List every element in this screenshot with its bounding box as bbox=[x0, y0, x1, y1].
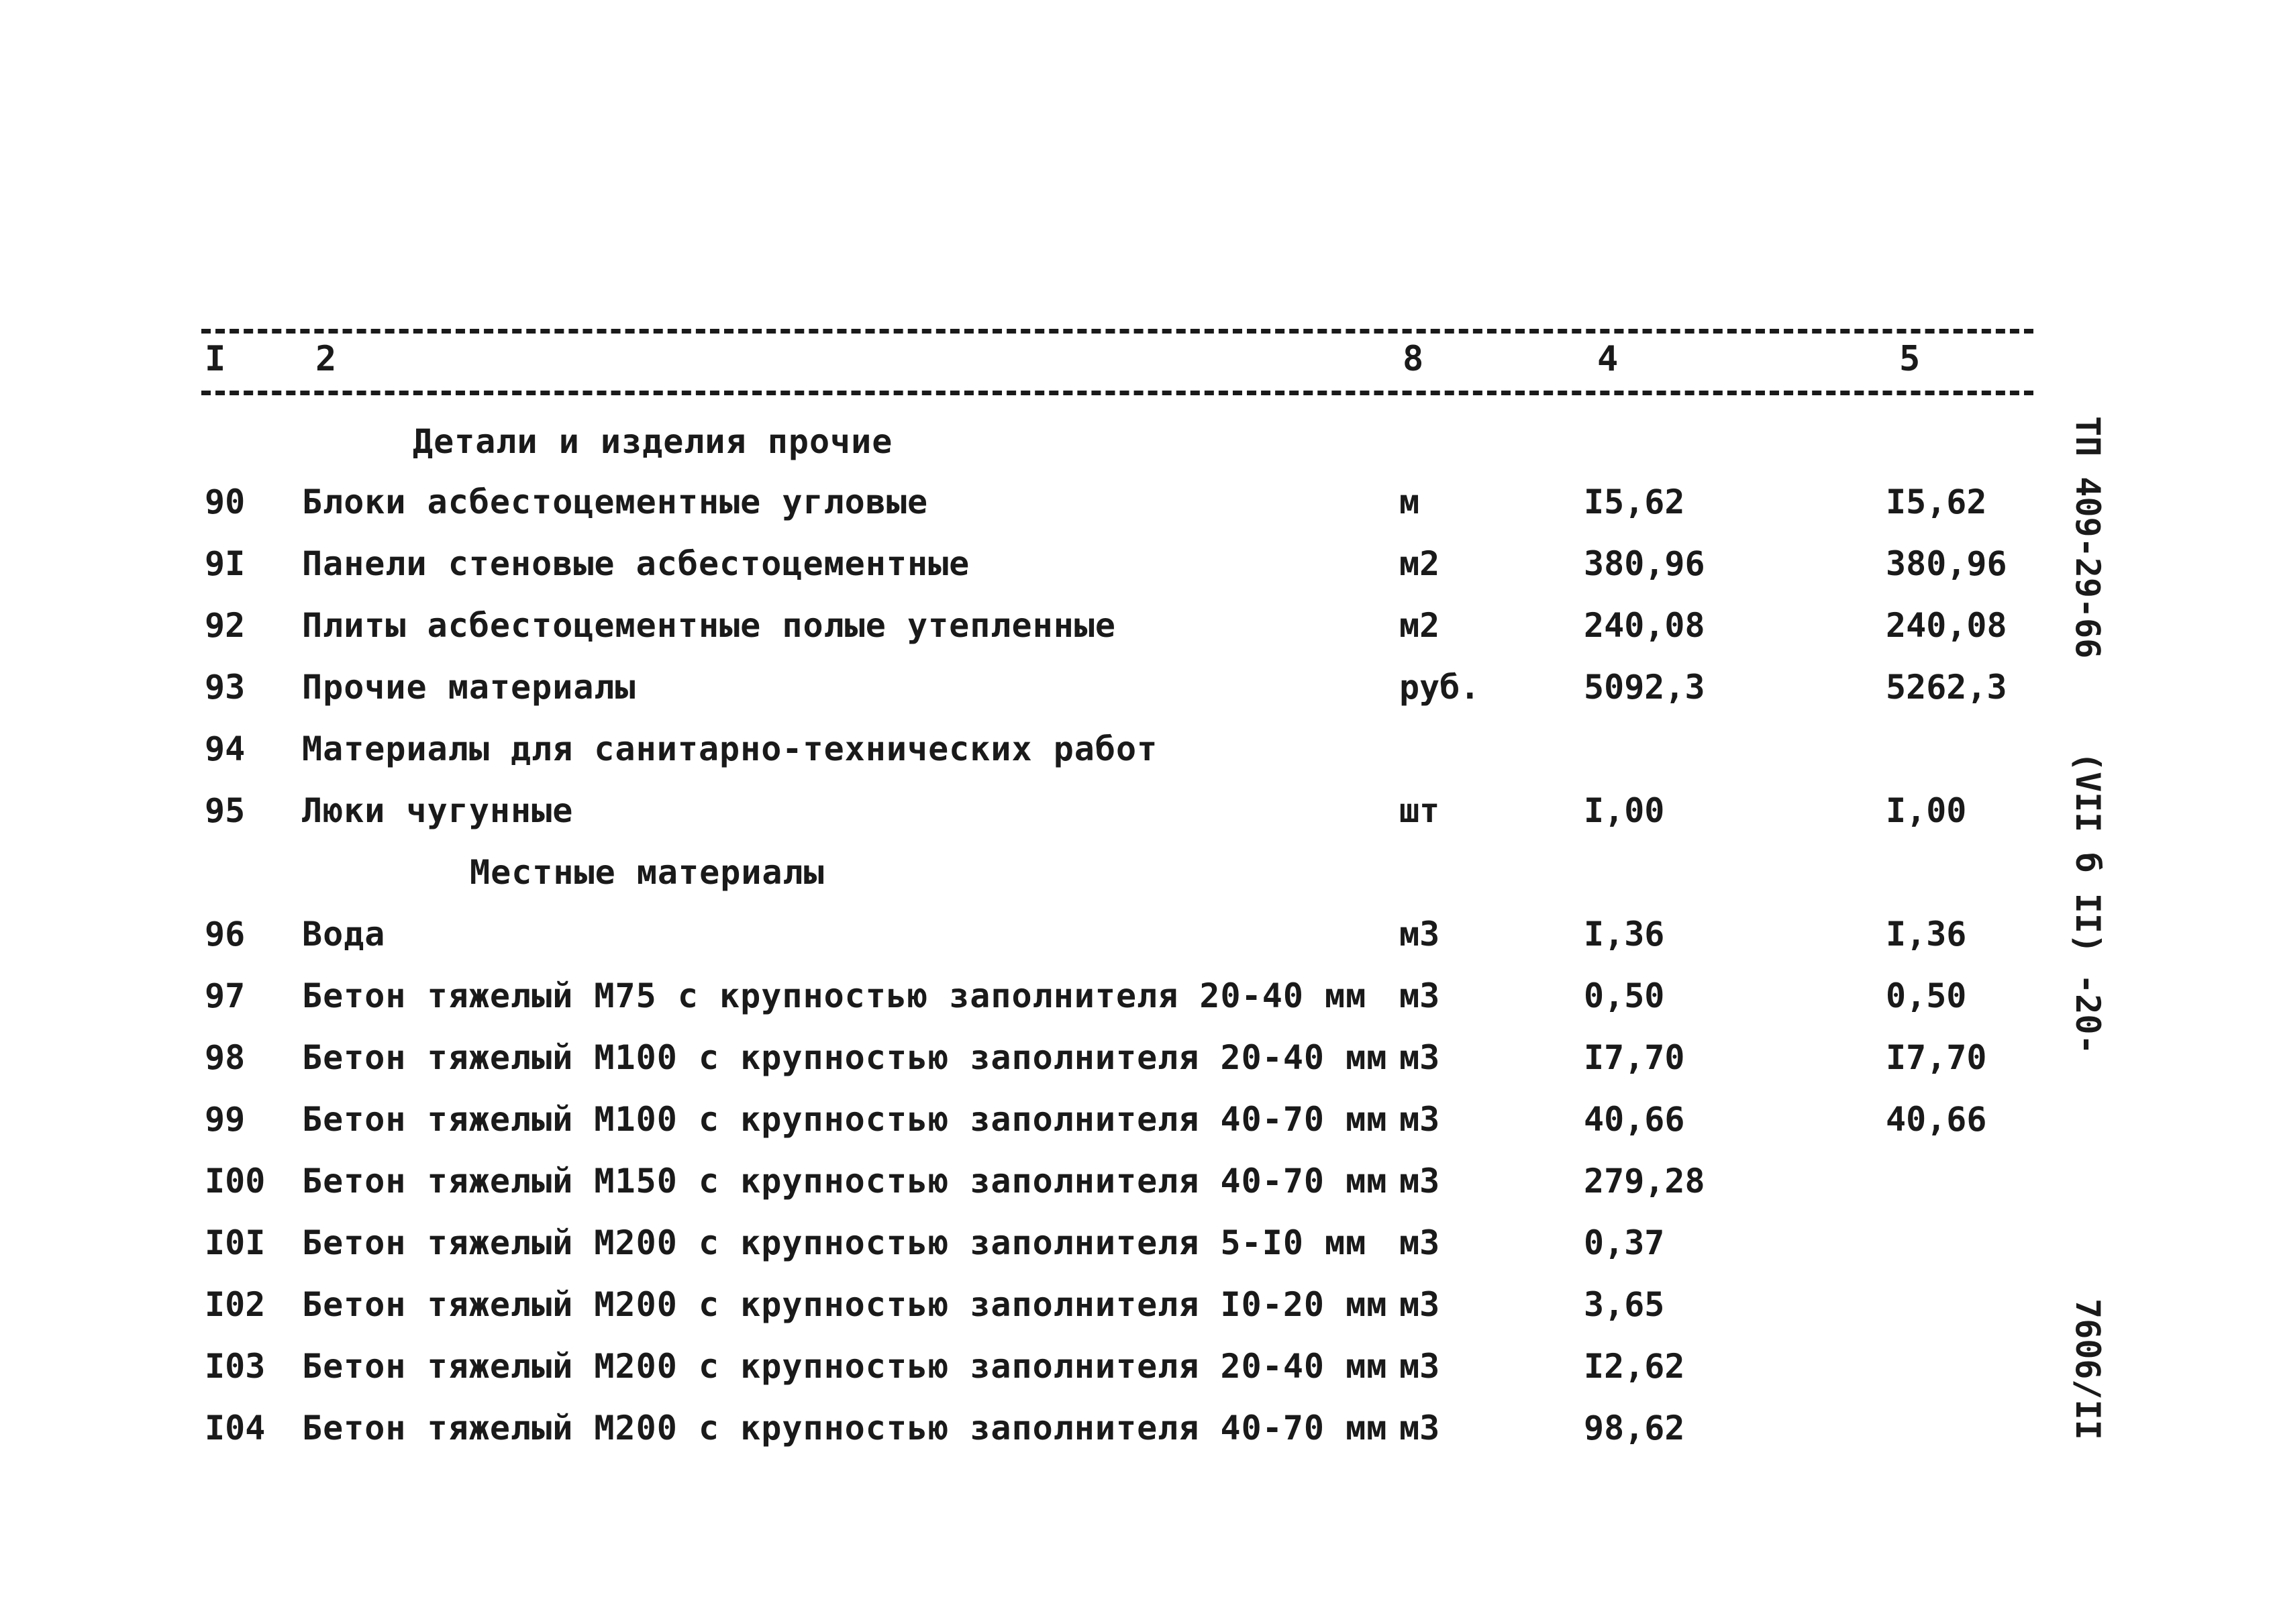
row-number: I0I bbox=[205, 1223, 266, 1262]
row-quantity-col5: I,36 bbox=[1886, 915, 1967, 954]
row-name: Панели стеновые асбестоцементные bbox=[302, 544, 970, 583]
row-number: I03 bbox=[205, 1347, 266, 1386]
table-row bbox=[0, 780, 2277, 842]
side-part-number: (VII б II) -20- bbox=[2068, 752, 2107, 1055]
row-quantity-col4: 40,66 bbox=[1584, 1100, 1685, 1139]
row-unit: м3 bbox=[1399, 1038, 1440, 1077]
table-row bbox=[0, 718, 2277, 780]
table-row bbox=[0, 1397, 2277, 1459]
row-quantity-col5: 240,08 bbox=[1886, 606, 2007, 645]
row-number: 97 bbox=[205, 976, 246, 1015]
row-quantity-col5: I,00 bbox=[1886, 791, 1967, 830]
row-quantity-col5: I5,62 bbox=[1886, 483, 1987, 521]
row-number: 9I bbox=[205, 544, 246, 583]
table-row bbox=[0, 533, 2277, 595]
row-name: Бетон тяжелый М150 с крупностью заполнителя 40-70 мм bbox=[302, 1162, 1388, 1201]
row-name: Прочие материалы bbox=[302, 668, 636, 707]
row-number: 95 bbox=[205, 791, 246, 830]
row-unit: м3 bbox=[1399, 976, 1440, 1015]
side-document-code: ТП 409-29-66 bbox=[2068, 416, 2107, 659]
row-number: 93 bbox=[205, 668, 246, 707]
row-quantity-col4: I,00 bbox=[1584, 791, 1665, 830]
row-quantity-col4: 5092,3 bbox=[1584, 668, 1705, 707]
row-unit: руб. bbox=[1399, 668, 1480, 707]
row-number: 98 bbox=[205, 1038, 246, 1077]
row-unit: м3 bbox=[1399, 1100, 1440, 1139]
row-quantity-col4: I5,62 bbox=[1584, 483, 1685, 521]
row-name: Бетон тяжелый М75 с крупностью заполнителя 20-40 мм bbox=[302, 976, 1367, 1015]
row-number: 99 bbox=[205, 1100, 246, 1139]
header-bottom-rule bbox=[201, 391, 2033, 395]
row-quantity-col4: I,36 bbox=[1584, 915, 1665, 954]
row-number: 94 bbox=[205, 729, 246, 768]
row-number: 90 bbox=[205, 483, 246, 521]
row-unit: м3 bbox=[1399, 1162, 1440, 1201]
row-name: Бетон тяжелый М100 с крупностью заполнителя 20-40 мм bbox=[302, 1038, 1388, 1077]
row-number: I02 bbox=[205, 1285, 266, 1324]
row-name: Плиты асбестоцементные полые утепленные bbox=[302, 606, 1116, 645]
header-col-1: I bbox=[205, 339, 226, 379]
row-unit: м bbox=[1399, 483, 1420, 521]
row-quantity-col4: 0,37 bbox=[1584, 1223, 1665, 1262]
row-quantity-col4: 0,50 bbox=[1584, 976, 1665, 1015]
table-row bbox=[0, 1088, 2277, 1150]
row-name: Бетон тяжелый М200 с крупностью заполнителя 5-I0 мм bbox=[302, 1223, 1367, 1262]
table-row bbox=[0, 1274, 2277, 1335]
row-unit: м3 bbox=[1399, 1223, 1440, 1262]
table-row bbox=[0, 471, 2277, 533]
row-number: I04 bbox=[205, 1409, 266, 1448]
row-quantity-col4: 3,65 bbox=[1584, 1285, 1665, 1324]
row-unit: м3 bbox=[1399, 915, 1440, 954]
row-quantity-col4: I7,70 bbox=[1584, 1038, 1685, 1077]
table-row bbox=[0, 1150, 2277, 1212]
table-row bbox=[0, 1212, 2277, 1274]
header-col-3: 8 bbox=[1403, 339, 1424, 379]
row-name: Бетон тяжелый М100 с крупностью заполнителя 40-70 мм bbox=[302, 1100, 1388, 1139]
row-quantity-col4: 240,08 bbox=[1584, 606, 1705, 645]
row-name: Бетон тяжелый М200 с крупностью заполнителя I0-20 мм bbox=[302, 1285, 1388, 1324]
row-unit: м3 bbox=[1399, 1347, 1440, 1386]
table-row bbox=[0, 656, 2277, 718]
row-name: Вода bbox=[302, 915, 386, 954]
row-quantity-col4: I2,62 bbox=[1584, 1347, 1685, 1386]
table-row bbox=[0, 965, 2277, 1027]
header-top-rule bbox=[201, 329, 2033, 334]
table-row bbox=[0, 1027, 2277, 1088]
table-row bbox=[0, 903, 2277, 965]
header-col-4: 4 bbox=[1597, 339, 1619, 379]
section-title-local-materials: Местные материалы bbox=[470, 853, 825, 892]
row-number: 92 bbox=[205, 606, 246, 645]
header-col-5: 5 bbox=[1899, 339, 1921, 379]
row-quantity-col4: 380,96 bbox=[1584, 544, 1705, 583]
row-name: Бетон тяжелый М200 с крупностью заполнителя 20-40 мм bbox=[302, 1347, 1388, 1386]
row-name: Блоки асбестоцементные угловые bbox=[302, 483, 929, 521]
row-unit: м3 bbox=[1399, 1409, 1440, 1448]
row-quantity-col4: 98,62 bbox=[1584, 1409, 1685, 1448]
row-quantity-col5: I7,70 bbox=[1886, 1038, 1987, 1077]
row-name: Люки чугунные bbox=[302, 791, 574, 830]
row-unit: м2 bbox=[1399, 544, 1440, 583]
section-title-other-parts: Детали и изделия прочие bbox=[413, 422, 893, 461]
row-quantity-col4: 279,28 bbox=[1584, 1162, 1705, 1201]
side-inventory-number: 7606/II bbox=[2068, 1299, 2107, 1440]
row-unit: м3 bbox=[1399, 1285, 1440, 1324]
row-number: I00 bbox=[205, 1162, 266, 1201]
row-quantity-col5: 380,96 bbox=[1886, 544, 2007, 583]
row-number: 96 bbox=[205, 915, 246, 954]
header-col-2: 2 bbox=[315, 339, 337, 379]
row-name: Материалы для санитарно-технических работ bbox=[302, 729, 1158, 768]
row-unit: м2 bbox=[1399, 606, 1440, 645]
row-quantity-col5: 5262,3 bbox=[1886, 668, 2007, 707]
row-unit: шт bbox=[1399, 791, 1440, 830]
table-row bbox=[0, 595, 2277, 656]
table-row bbox=[0, 1335, 2277, 1397]
row-quantity-col5: 40,66 bbox=[1886, 1100, 1987, 1139]
row-name: Бетон тяжелый М200 с крупностью заполнителя 40-70 мм bbox=[302, 1409, 1388, 1448]
row-quantity-col5: 0,50 bbox=[1886, 976, 1967, 1015]
